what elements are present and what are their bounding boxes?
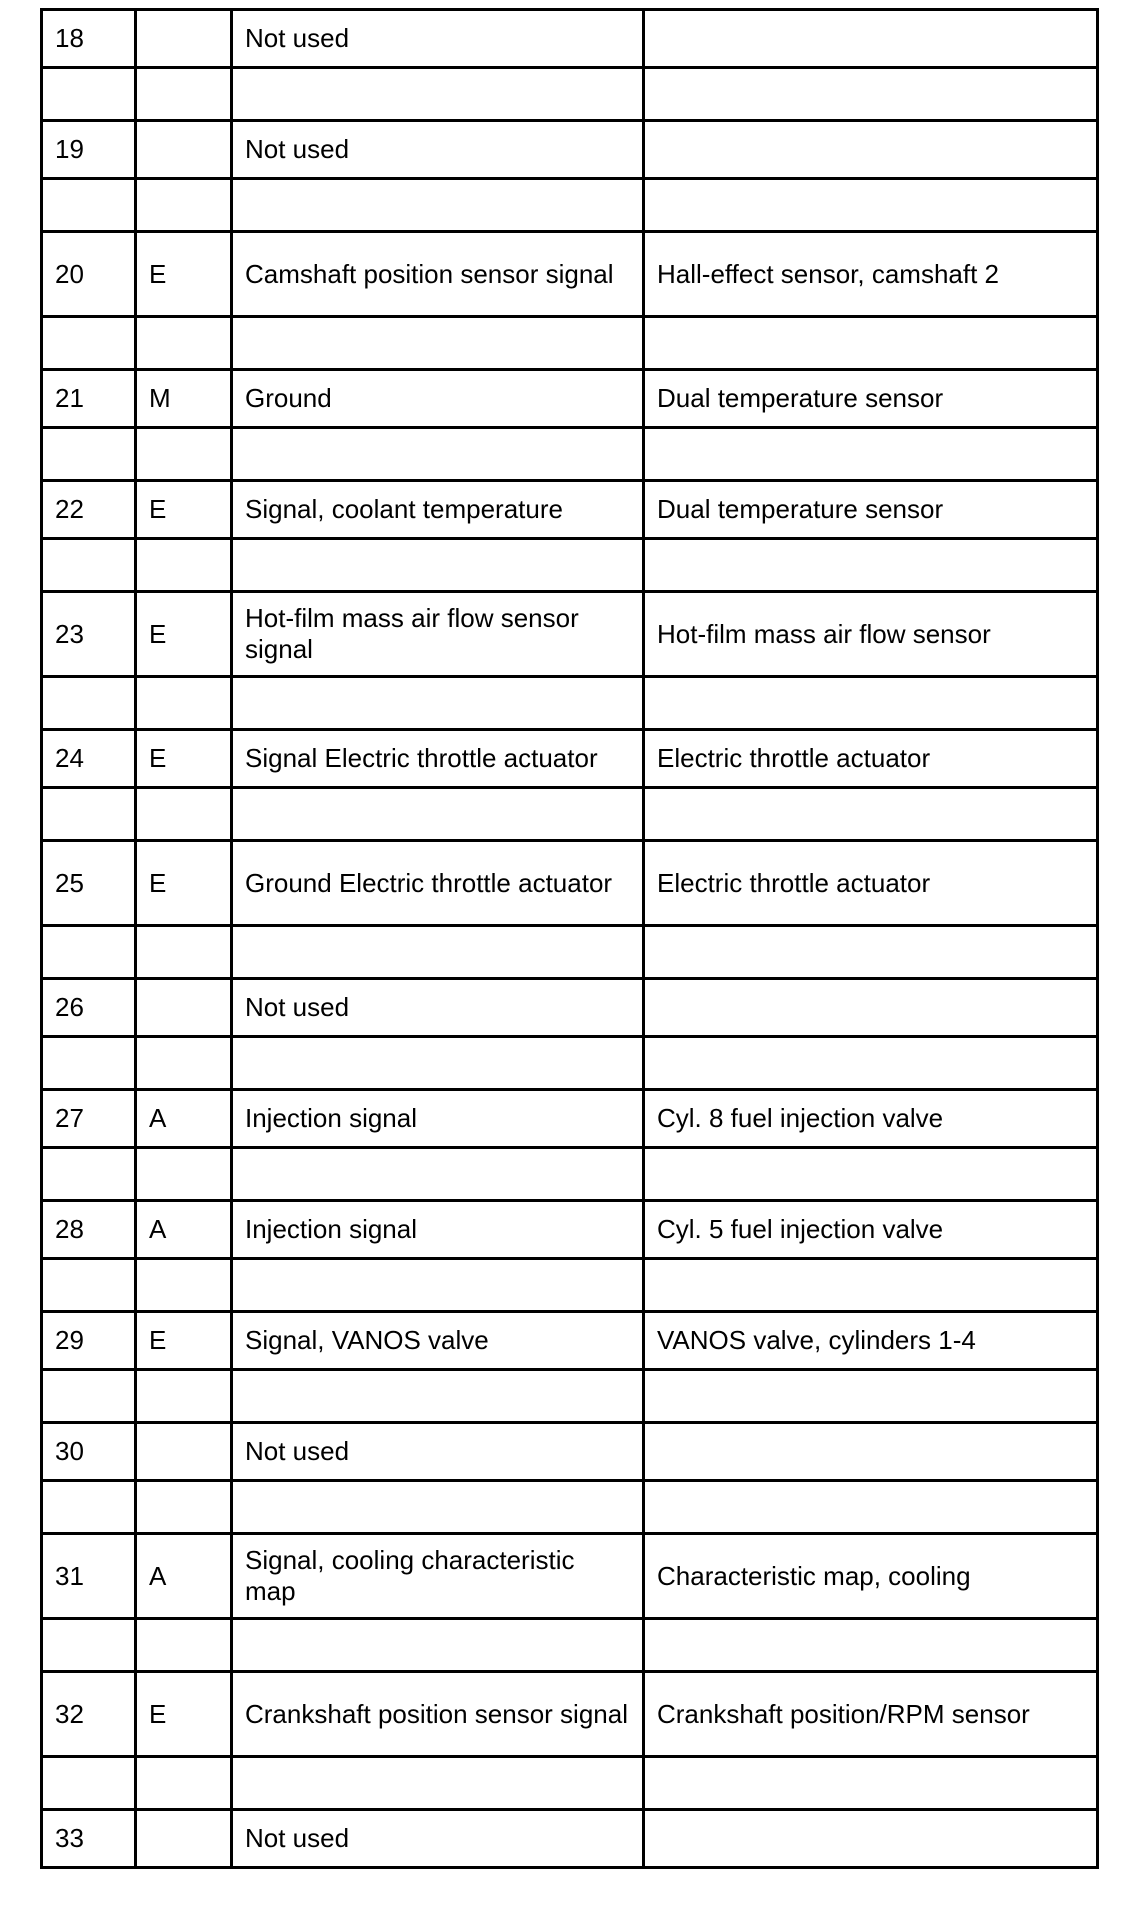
component-cell: Crankshaft position/RPM sensor (644, 1672, 1098, 1757)
table-row (42, 370, 1098, 428)
pin-number-cell: 21 (42, 370, 136, 428)
empty-cell (42, 539, 136, 592)
table-row (42, 1672, 1098, 1757)
pin-number-cell: 30 (42, 1423, 136, 1481)
component-cell: Hall-effect sensor, camshaft 2 (644, 232, 1098, 317)
signal-type-cell (136, 979, 232, 1037)
spacer-row (42, 1370, 1098, 1423)
empty-cell (42, 1757, 136, 1810)
spacer-row (42, 926, 1098, 979)
empty-cell (136, 788, 232, 841)
table-row (42, 10, 1098, 68)
spacer-row (42, 539, 1098, 592)
signal-type-cell: A (136, 1534, 232, 1619)
empty-cell (42, 1037, 136, 1090)
table-row (42, 1312, 1098, 1370)
pin-number-cell: 20 (42, 232, 136, 317)
pin-number-cell: 22 (42, 481, 136, 539)
table-row (42, 1201, 1098, 1259)
empty-cell (644, 677, 1098, 730)
table-row (42, 1090, 1098, 1148)
empty-cell (232, 539, 644, 592)
empty-cell (136, 1757, 232, 1810)
description-cell: Ground (232, 370, 644, 428)
pin-number-cell: 23 (42, 592, 136, 677)
component-cell: Electric throttle actuator (644, 841, 1098, 926)
spacer-row (42, 317, 1098, 370)
description-cell: Camshaft position sensor signal (232, 232, 644, 317)
pin-number-cell: 28 (42, 1201, 136, 1259)
table-row (42, 1423, 1098, 1481)
description-cell: Ground Electric throttle actuator (232, 841, 644, 926)
pin-number-cell: 24 (42, 730, 136, 788)
empty-cell (42, 926, 136, 979)
spacer-row (42, 68, 1098, 121)
description-cell: Not used (232, 1810, 644, 1868)
empty-cell (232, 317, 644, 370)
empty-cell (232, 1619, 644, 1672)
table-row (42, 232, 1098, 317)
empty-cell (232, 428, 644, 481)
empty-cell (136, 539, 232, 592)
empty-cell (136, 179, 232, 232)
empty-cell (136, 428, 232, 481)
signal-type-cell: E (136, 1672, 232, 1757)
empty-cell (644, 1259, 1098, 1312)
empty-cell (42, 1619, 136, 1672)
description-cell: Not used (232, 10, 644, 68)
empty-cell (232, 1370, 644, 1423)
spacer-row (42, 1259, 1098, 1312)
empty-cell (644, 68, 1098, 121)
empty-cell (232, 677, 644, 730)
empty-cell (232, 1148, 644, 1201)
empty-cell (136, 677, 232, 730)
empty-cell (644, 1619, 1098, 1672)
component-cell: Hot-film mass air flow sensor (644, 592, 1098, 677)
table-row (42, 1810, 1098, 1868)
table-row (42, 841, 1098, 926)
table-row (42, 1534, 1098, 1619)
empty-cell (42, 1481, 136, 1534)
empty-cell (644, 179, 1098, 232)
pin-number-cell: 29 (42, 1312, 136, 1370)
empty-cell (644, 428, 1098, 481)
component-cell: VANOS valve, cylinders 1-4 (644, 1312, 1098, 1370)
empty-cell (232, 1037, 644, 1090)
signal-type-cell: E (136, 1312, 232, 1370)
empty-cell (232, 1757, 644, 1810)
empty-cell (42, 1148, 136, 1201)
empty-cell (232, 68, 644, 121)
description-cell: Signal, VANOS valve (232, 1312, 644, 1370)
empty-cell (644, 788, 1098, 841)
description-cell: Signal Electric throttle actuator (232, 730, 644, 788)
component-cell: Cyl. 8 fuel injection valve (644, 1090, 1098, 1148)
empty-cell (232, 926, 644, 979)
component-cell (644, 121, 1098, 179)
pin-table-body (42, 10, 1098, 1868)
description-cell: Not used (232, 1423, 644, 1481)
empty-cell (644, 1481, 1098, 1534)
spacer-row (42, 677, 1098, 730)
empty-cell (232, 788, 644, 841)
empty-cell (644, 926, 1098, 979)
empty-cell (136, 317, 232, 370)
description-cell: Signal, cooling characteristic map (232, 1534, 644, 1619)
empty-cell (42, 677, 136, 730)
empty-cell (644, 1757, 1098, 1810)
table-row (42, 592, 1098, 677)
empty-cell (42, 1370, 136, 1423)
signal-type-cell (136, 10, 232, 68)
pin-number-cell: 26 (42, 979, 136, 1037)
empty-cell (136, 1037, 232, 1090)
empty-cell (136, 1370, 232, 1423)
table-row (42, 979, 1098, 1037)
description-cell: Signal, coolant temperature (232, 481, 644, 539)
empty-cell (42, 317, 136, 370)
signal-type-cell: A (136, 1090, 232, 1148)
spacer-row (42, 1037, 1098, 1090)
empty-cell (136, 926, 232, 979)
spacer-row (42, 788, 1098, 841)
description-cell: Not used (232, 121, 644, 179)
pin-assignment-table (40, 8, 1099, 1869)
spacer-row (42, 1619, 1098, 1672)
spacer-row (42, 1148, 1098, 1201)
empty-cell (42, 68, 136, 121)
pin-number-cell: 31 (42, 1534, 136, 1619)
component-cell (644, 979, 1098, 1037)
signal-type-cell (136, 1423, 232, 1481)
component-cell (644, 1423, 1098, 1481)
signal-type-cell: M (136, 370, 232, 428)
component-cell: Dual temperature sensor (644, 481, 1098, 539)
description-cell: Not used (232, 979, 644, 1037)
empty-cell (136, 1148, 232, 1201)
spacer-row (42, 1757, 1098, 1810)
signal-type-cell: E (136, 232, 232, 317)
spacer-row (42, 1481, 1098, 1534)
signal-type-cell: E (136, 481, 232, 539)
empty-cell (42, 179, 136, 232)
table-row (42, 121, 1098, 179)
signal-type-cell: A (136, 1201, 232, 1259)
empty-cell (644, 317, 1098, 370)
pin-number-cell: 33 (42, 1810, 136, 1868)
signal-type-cell (136, 121, 232, 179)
empty-cell (232, 1481, 644, 1534)
component-cell: Characteristic map, cooling (644, 1534, 1098, 1619)
empty-cell (42, 428, 136, 481)
pin-number-cell: 18 (42, 10, 136, 68)
table-row (42, 730, 1098, 788)
signal-type-cell: E (136, 730, 232, 788)
pin-number-cell: 19 (42, 121, 136, 179)
component-cell: Electric throttle actuator (644, 730, 1098, 788)
spacer-row (42, 179, 1098, 232)
pin-number-cell: 25 (42, 841, 136, 926)
empty-cell (644, 1370, 1098, 1423)
empty-cell (136, 1619, 232, 1672)
pin-number-cell: 32 (42, 1672, 136, 1757)
empty-cell (42, 788, 136, 841)
table-row (42, 481, 1098, 539)
empty-cell (644, 1037, 1098, 1090)
empty-cell (644, 1148, 1098, 1201)
empty-cell (136, 1481, 232, 1534)
signal-type-cell (136, 1810, 232, 1868)
empty-cell (136, 1259, 232, 1312)
description-cell: Hot-film mass air flow sensor signal (232, 592, 644, 677)
description-cell: Crankshaft position sensor signal (232, 1672, 644, 1757)
empty-cell (232, 1259, 644, 1312)
spacer-row (42, 428, 1098, 481)
component-cell: Cyl. 5 fuel injection valve (644, 1201, 1098, 1259)
description-cell: Injection signal (232, 1201, 644, 1259)
empty-cell (232, 179, 644, 232)
empty-cell (136, 68, 232, 121)
signal-type-cell: E (136, 841, 232, 926)
component-cell (644, 1810, 1098, 1868)
empty-cell (644, 539, 1098, 592)
description-cell: Injection signal (232, 1090, 644, 1148)
pin-number-cell: 27 (42, 1090, 136, 1148)
empty-cell (42, 1259, 136, 1312)
component-cell (644, 10, 1098, 68)
signal-type-cell: E (136, 592, 232, 677)
component-cell: Dual temperature sensor (644, 370, 1098, 428)
